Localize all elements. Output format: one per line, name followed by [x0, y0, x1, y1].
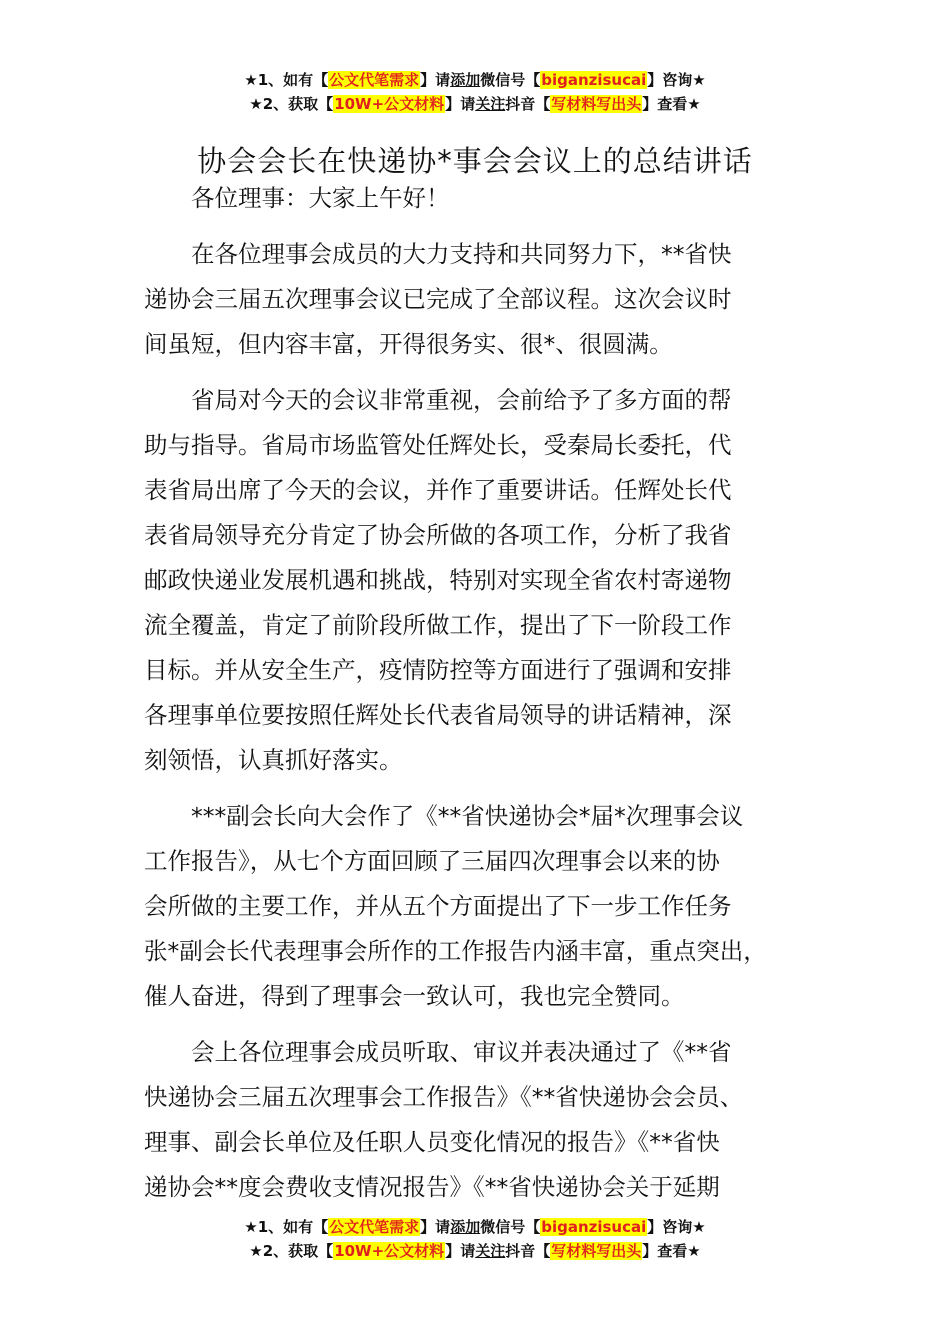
document-title: 协会会长在快递协*事会会议上的总结讲话 [197, 144, 753, 179]
promo-underline: 关注 [475, 1242, 506, 1260]
promo-text: ★2、获取【 [249, 95, 334, 113]
promo-text: 】咨询★ [647, 1218, 706, 1236]
paragraph-line: 张*副会长代表理事会所作的工作报告内涵丰富，重点突出， [144, 937, 767, 965]
promo-text: 】请 [445, 95, 476, 113]
paragraph-line: 递协会**度会费收支情况报告》《**省快递协会关于延期 [144, 1173, 720, 1201]
paragraph-line: 省局对今天的会议非常重视，会前给予了多方面的帮 [191, 386, 732, 414]
wechat-id: biganzisucai [541, 1218, 647, 1236]
promo-text: 】请 [420, 1218, 451, 1236]
footer-promo-banner [0, 1215, 950, 1263]
promo-underline: 关注 [475, 95, 506, 113]
promo-underline: 添加 [450, 71, 481, 89]
promo-text: 抖音【 [505, 95, 551, 113]
document-body [144, 176, 806, 1221]
promo-underline: 添加 [450, 1218, 481, 1236]
promo-line-1 [0, 1215, 950, 1239]
paragraph-line: 流全覆盖，肯定了前阶段所做工作，提出了下一阶段工作 [144, 611, 732, 639]
promo-highlight: 公文代笔需求 [329, 71, 420, 89]
paragraph-line: 刻领悟，认真抓好落实。 [144, 746, 403, 774]
promo-text: 微信号【 [480, 1218, 541, 1236]
paragraph-line: 快递协会三届五次理事会工作报告》《**省快递协会会员、 [144, 1083, 744, 1111]
promo-line-1 [0, 68, 950, 92]
paragraph-line: 间虽短，但内容丰富，开得很务实、很*、很圆满。 [144, 330, 673, 358]
paragraph [144, 794, 806, 1019]
promo-highlight: 10W+公文材料 [334, 1242, 445, 1260]
paragraph [144, 176, 806, 221]
promo-text: 】请 [420, 71, 451, 89]
paragraph-line: 邮政快递业发展机遇和挑战，特别对实现全省农村寄递物 [144, 566, 732, 594]
promo-text: ★1、如有【 [244, 1218, 329, 1236]
wechat-id: biganzisucai [541, 71, 647, 89]
promo-highlight: 公文代笔需求 [329, 1218, 420, 1236]
paragraph-line: 递协会三届五次理事会议已完成了全部议程。这次会议时 [144, 285, 732, 313]
paragraph [144, 378, 806, 783]
paragraph-line: 各理事单位要按照任辉处长代表省局领导的讲话精神，深 [144, 701, 732, 729]
promo-text: 】查看★ [642, 1242, 701, 1260]
promo-text: 】咨询★ [647, 71, 706, 89]
paragraph [144, 1030, 806, 1210]
paragraph-line: 会所做的主要工作，并从五个方面提出了下一步工作任务 [144, 892, 732, 920]
paragraph-line: 理事、副会长单位及任职人员变化情况的报告》《**省快 [144, 1128, 720, 1156]
paragraph-line: 在各位理事会成员的大力支持和共同努力下，**省快 [191, 240, 732, 268]
paragraph-line: 会上各位理事会成员听取、审议并表决通过了《**省 [191, 1038, 732, 1066]
promo-text: 抖音【 [505, 1242, 551, 1260]
promo-line-2 [0, 1239, 950, 1263]
promo-highlight: 10W+公文材料 [334, 95, 445, 113]
promo-text: ★2、获取【 [249, 1242, 334, 1260]
promo-text: 微信号【 [480, 71, 541, 89]
promo-text: 】请 [445, 1242, 476, 1260]
paragraph-line: 催人奋进，得到了理事会一致认可，我也完全赞同。 [144, 982, 685, 1010]
paragraph-line: 表省局出席了今天的会议，并作了重要讲话。任辉处长代 [144, 476, 732, 504]
douyin-account: 写材料写出头 [551, 95, 642, 113]
paragraph-line: 表省局领导充分肯定了协会所做的各项工作，分析了我省 [144, 521, 732, 549]
promo-line-2 [0, 92, 950, 116]
header-promo-banner [0, 68, 950, 116]
paragraph-line: ***副会长向大会作了《**省快递协会*届*次理事会议 [191, 802, 744, 830]
promo-text: 】查看★ [642, 95, 701, 113]
paragraph-line: 助与指导。省局市场监管处任辉处长，受秦局长委托，代 [144, 431, 732, 459]
paragraph-line: 目标。并从安全生产，疫情防控等方面进行了强调和安排 [144, 656, 732, 684]
paragraph-line: 各位理事：大家上午好！ [191, 184, 450, 212]
paragraph [144, 232, 806, 367]
promo-text: ★1、如有【 [244, 71, 329, 89]
paragraph-line: 工作报告》，从七个方面回顾了三届四次理事会以来的协 [144, 847, 720, 875]
douyin-account: 写材料写出头 [551, 1242, 642, 1260]
